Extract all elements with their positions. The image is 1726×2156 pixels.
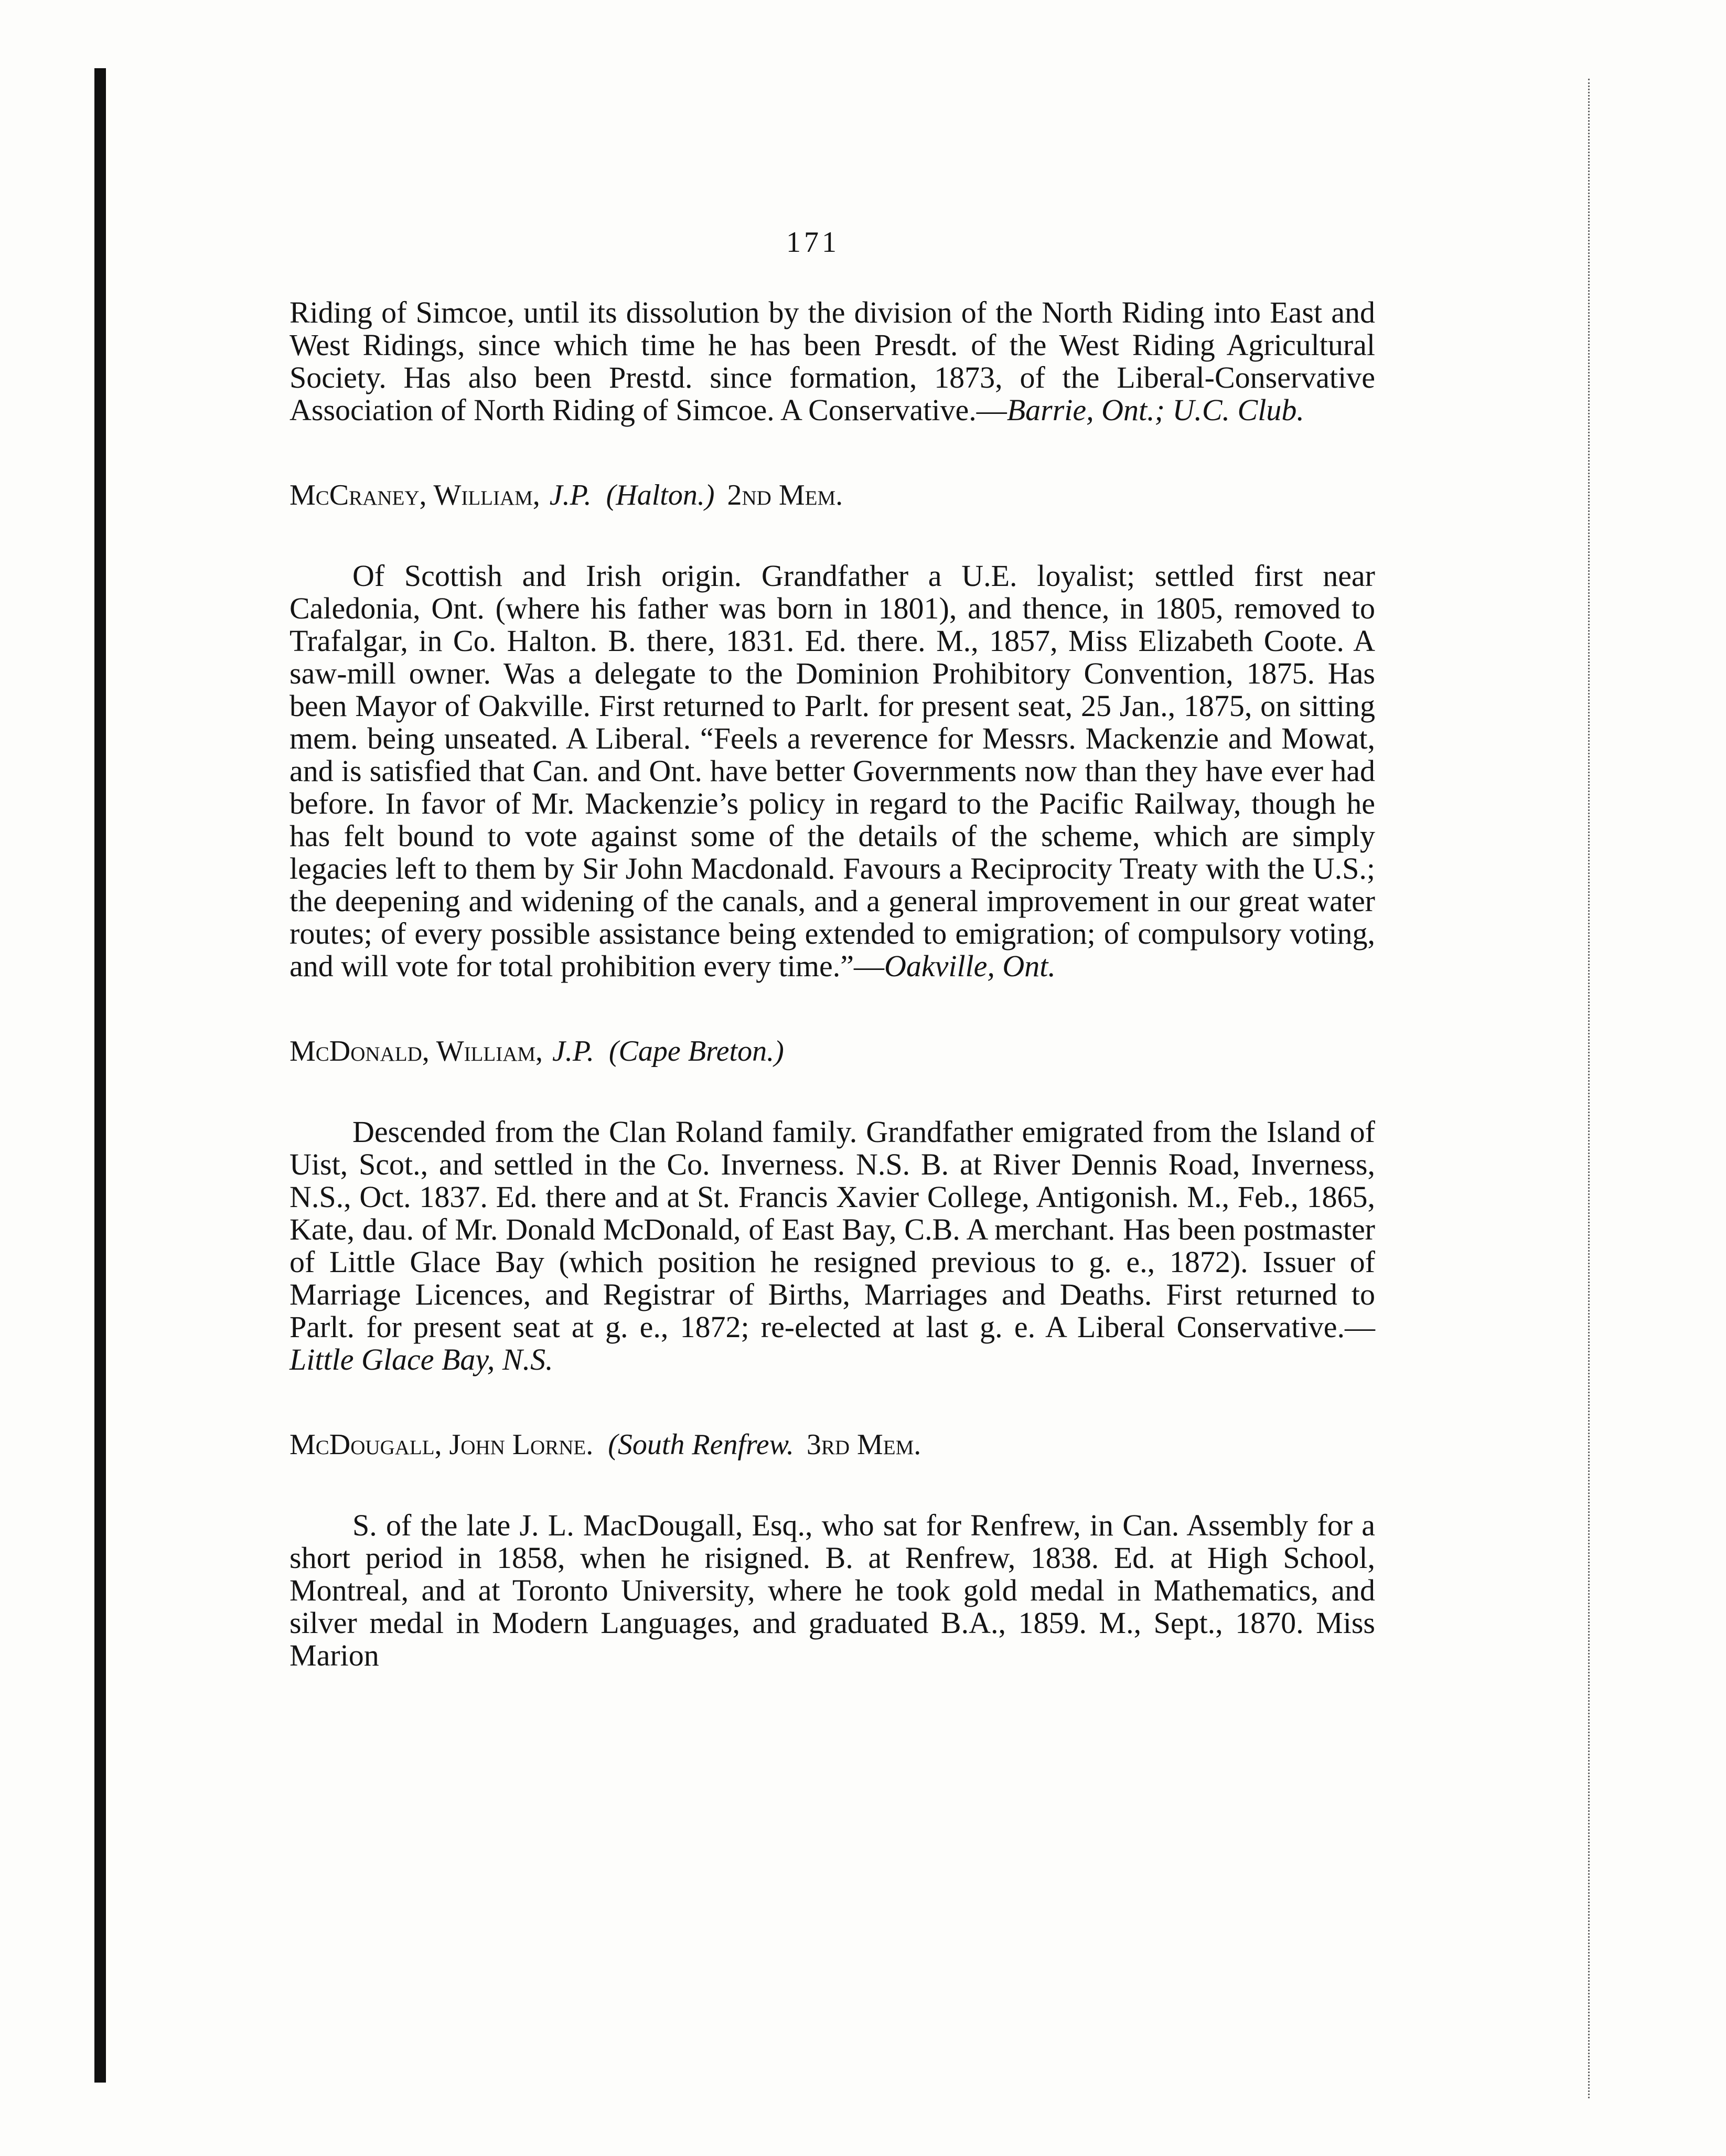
entry-riding: (Halton.) (606, 479, 715, 511)
entry-text: S. of the late J. L. MacDougall, Esq., who sat for Renfrew, in Can. Assembly for a short period in 1858, when he risigned. B. at Renfrew, 1838. Ed. at High School, Montreal, and at Toronto University, where he took gold medal in Mathematics, and silver medal in Modern Languages, and graduated B.A., 1859. M., Sept., 1870. Miss Marion (290, 1508, 1375, 1672)
entry-residence: Barrie, Ont.; U.C. Club. (1006, 393, 1304, 427)
entry-text: Riding of Simcoe, until its dissolution by the division of the North Riding into East and West Ridings, since which time he has been Presdt. of the West Riding Agricultural Society. Has also been Prestd. since formation, 1873, of the Liberal-Conservative Association of North Riding of Simcoe. A Conservative.— (290, 295, 1375, 427)
entry-text: Of Scottish and Irish origin. Grandfather a U.E. loyalist; settled first near Caledonia, Ont. (where his father was born in 1801), and thence, in 1805, removed to Trafalgar, in Co. Halton. B. there, 1831. Ed. there. M., 1857, Miss Elizabeth Coote. A saw-mill owner. Was a delegate to the Dominion Prohibitory Convention, 1875. Has been Mayor of Oakville. First returned to Parlt. for present seat, 25 Jan., 1875, on sitting mem. being unseated. A Liberal. “Feels a reverence for Messrs. Mackenzie and Mowat, and is satisfied that Can. and Ont. have better Governments now than they have ever had before. In favor of Mr. Mackenzie’s policy in regard to the Pacific Railway, though he has felt bound to vote against some of the details of the scheme, which are simply legacies left to them by Sir John Macdonald. Favours a Reciprocity Treaty with the U.S.; the deepening and widening of the canals, and a general improvement in our great water routes; of every possible assistance being extended to emigration; of compulsory voting, and will vote for total prohibition every time.”— (290, 559, 1375, 983)
page-edge-marks (1588, 79, 1595, 2098)
entry-member: 2nd Mem. (727, 479, 843, 511)
entry-text: Descended from the Clan Roland family. Grandfather emigrated from the Island of Uist, Scot., and settled in the Co. Inverness. N.S. B. at River Dennis Road, Inverness, N.S., Oct. 1837. Ed. there and at St. Francis Xavier College, Antigonish. M., Feb., 1865, Kate, dau. of Mr. Donald McDonald, of East Bay, C.B. A merchant. Has been postmaster of Little Glace Bay (which position he resigned previous to g. e., 1872). Issuer of Marriage Licences, and Registrar of Births, Marriages and Deaths. First returned to Parlt. for present seat at g. e., 1872; re-elected at last g. e. A Liberal Conservative.— (290, 1115, 1375, 1344)
entry-continuation (290, 296, 1375, 426)
entry-name: McDonald, William, (290, 1035, 543, 1068)
entry-name: McDougall, John Lorne. (290, 1428, 594, 1461)
entry-heading-mcdonald (290, 1035, 1375, 1068)
binding-edge (94, 68, 106, 2083)
entry-riding: (Cape Breton.) (608, 1035, 784, 1068)
entry-riding: (South Renfrew. (608, 1428, 794, 1461)
entry-heading-mccraney (290, 479, 1375, 511)
entry-biography-mcdonald (290, 1116, 1375, 1376)
page-number: 171 (786, 226, 840, 259)
entry-name: McCraney, William, (290, 479, 540, 511)
entry-residence: Oakville, Ont. (884, 949, 1056, 983)
entry-heading-mcdougall (290, 1428, 1375, 1461)
entry-title: J.P. (552, 1035, 594, 1068)
entry-biography-mccraney (290, 560, 1375, 983)
entry-title: J.P. (549, 479, 592, 511)
entry-biography-mcdougall (290, 1509, 1375, 1672)
entry-member: 3rd Mem. (806, 1428, 921, 1461)
entry-residence: Little Glace Bay, N.S. (290, 1342, 553, 1376)
page-body (290, 296, 1375, 1672)
